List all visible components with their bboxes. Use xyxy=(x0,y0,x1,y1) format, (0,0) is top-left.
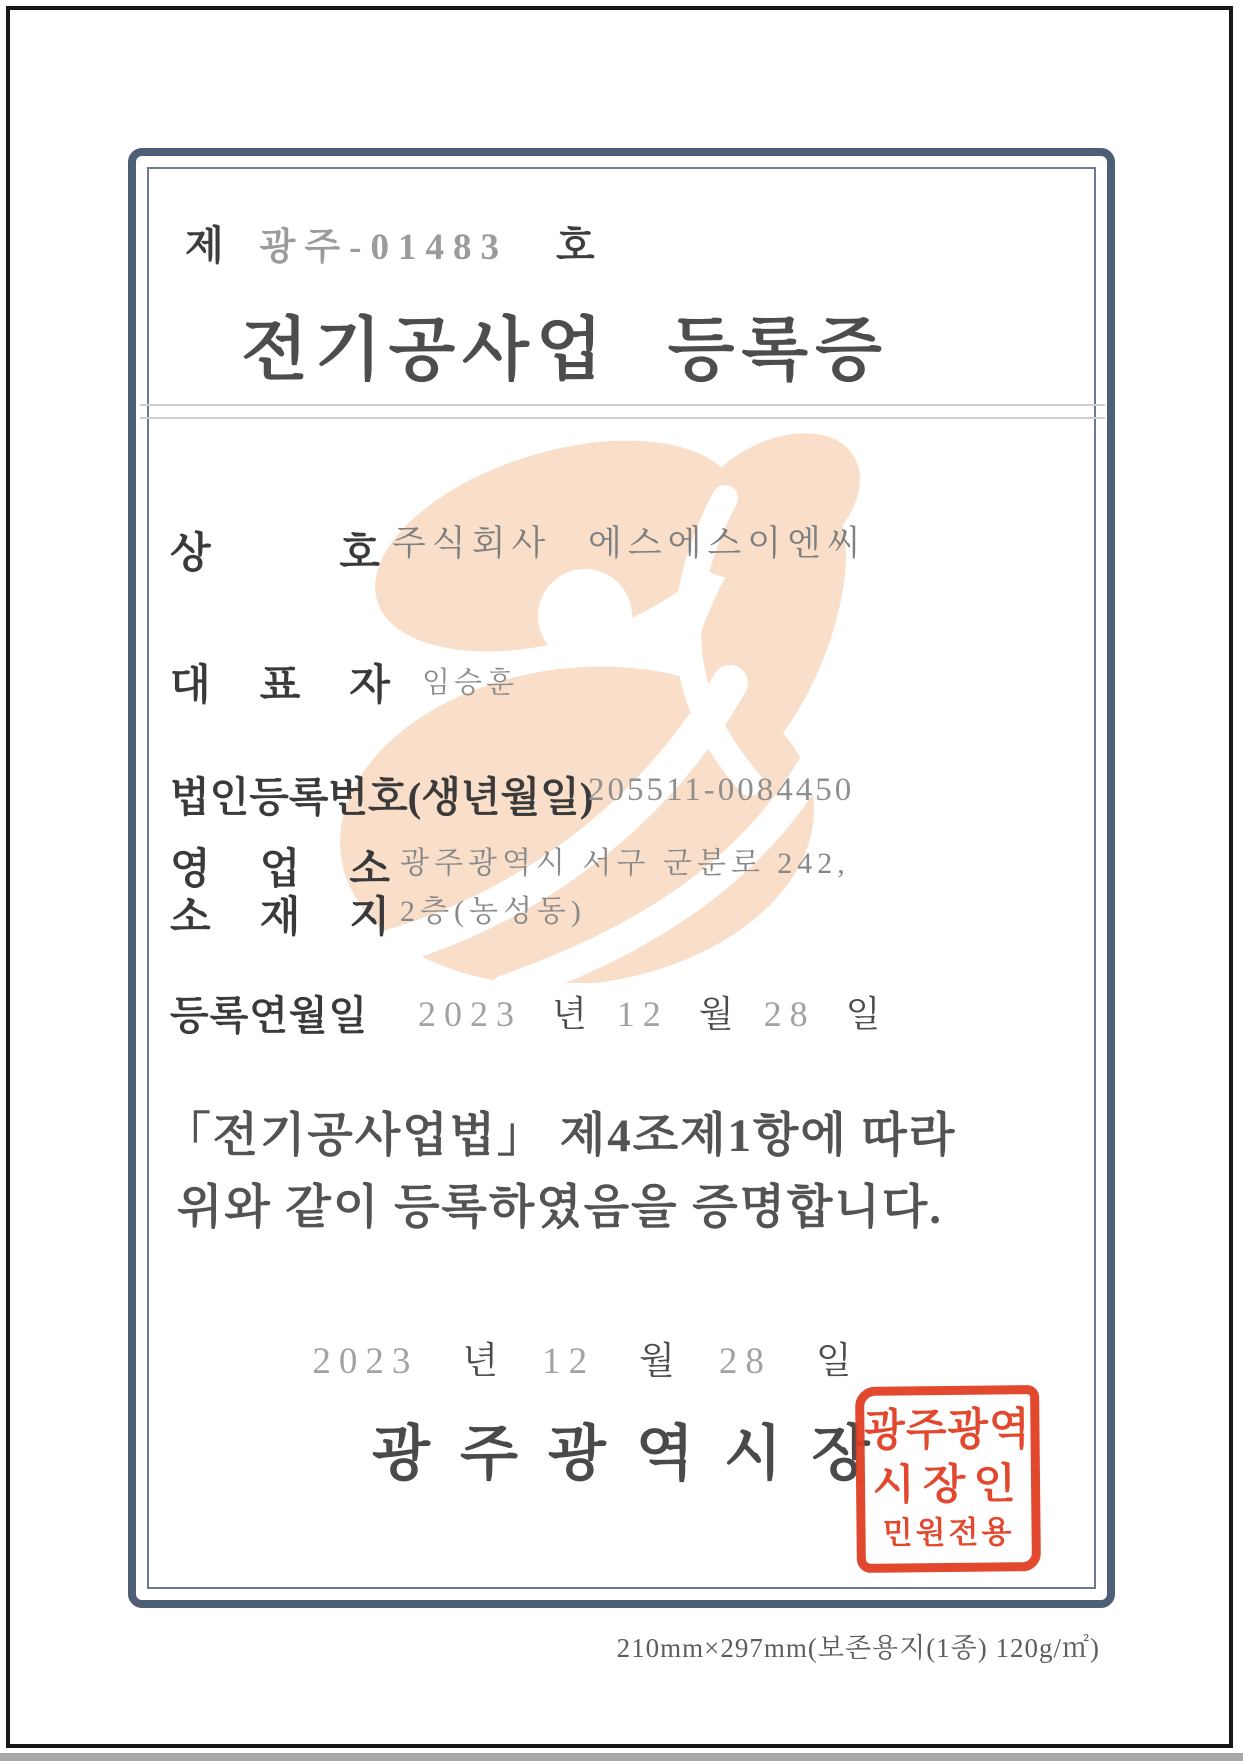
statement-line2: 위와 같이 등록하였음을 증명합니다. xyxy=(176,1182,944,1234)
paper-spec-note: 210mm×297mm(보존용지(1종) 120g/㎡) xyxy=(616,1633,1100,1663)
registration-date-label: 등록연월일 xyxy=(170,993,369,1038)
docno-suffix: 호 xyxy=(555,223,595,268)
reg-month: 12 xyxy=(616,994,669,1034)
scanner-edge-strip xyxy=(0,1753,1243,1761)
watermark-circle xyxy=(538,569,632,663)
reg-month-unit: 월 xyxy=(698,994,734,1034)
statement-line1: 「전기공사업법」 제4조제1항에 따라 xyxy=(163,1110,957,1162)
issuer-title: 광주광역시장 xyxy=(372,1421,900,1487)
document-number-line xyxy=(185,214,595,271)
corporate-regno-value: 205511-0084450 xyxy=(588,772,855,808)
reg-year: 2023 xyxy=(418,994,522,1034)
registration-date-value xyxy=(418,986,880,1037)
company-name-value: 주식회사 에스에스이엔씨 xyxy=(392,524,867,563)
issue-year-unit: 년 xyxy=(462,1341,499,1382)
issue-day: 28 xyxy=(718,1341,772,1382)
issue-year: 2023 xyxy=(312,1341,419,1382)
representative-label: 대 표 자 xyxy=(170,663,392,709)
issue-month-unit: 월 xyxy=(639,1341,675,1382)
issue-day-unit: 일 xyxy=(815,1341,852,1382)
corporate-regno-label: 법인등록번호(생년월일) xyxy=(170,774,594,820)
issue-month: 12 xyxy=(542,1341,596,1382)
seal-text-row3: 민원전용 xyxy=(882,1514,1015,1551)
certificate-title: 전기공사업 등록증 xyxy=(241,312,889,388)
office-label-line2: 소 재 지 xyxy=(170,895,392,941)
issue-date xyxy=(72,1330,1092,1384)
company-name-label: 상 호 xyxy=(170,531,382,577)
reg-day: 28 xyxy=(763,994,816,1034)
seal-text-row1: 광주광역 xyxy=(864,1405,1031,1456)
seal-text-row2: 시장인 xyxy=(872,1459,1025,1509)
office-address-line1: 광주광역시 서구 군분로 242, xyxy=(400,847,850,880)
office-address-line2: 2층(농성동) xyxy=(400,895,586,928)
reg-year-unit: 년 xyxy=(552,994,587,1034)
mayor-official-seal xyxy=(855,1385,1041,1573)
reg-day-unit: 일 xyxy=(845,994,881,1034)
docno-prefix: 제 xyxy=(185,223,224,268)
representative-value: 임승훈 xyxy=(422,667,519,699)
docno-stamped-value: 광주-01483 xyxy=(259,227,508,268)
office-label-line1: 영 업 소 xyxy=(170,847,392,893)
